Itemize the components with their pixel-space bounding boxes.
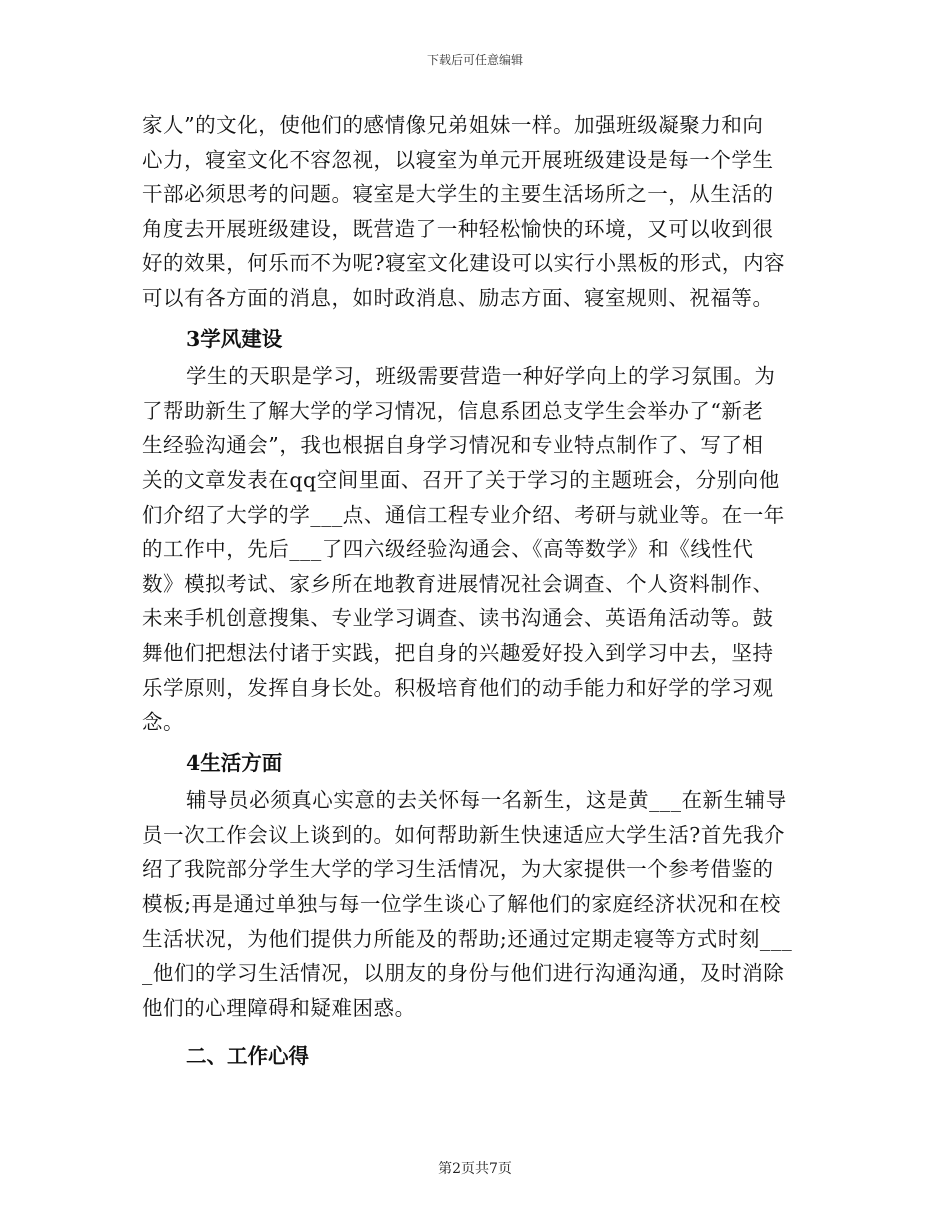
text-line: 他们的心理障碍和疑难困惑。 <box>142 995 416 1020</box>
text-line: 心力，寝室文化不容忽视，以寝室为单元开展班级建设是每一个学生 <box>142 147 774 172</box>
text-line: 舞他们把想法付诸于实践，把自身的兴趣爱好投入到学习中去，坚持 <box>142 640 774 665</box>
text-line: 干部必须思考的问题。寝室是大学生的主要生活场所之一，从生活的 <box>142 182 774 207</box>
text-line: 角度去开展班级建设，既营造了一种轻松愉快的环境，又可以收到很 <box>142 216 774 241</box>
text-line: 可以有各方面的消息，如时政消息、励志方面、寝室规则、祝福等。 <box>142 285 774 310</box>
text-line: 未来手机创意搜集、专业学习调查、读书沟通会、英语角活动等。鼓 <box>142 606 774 631</box>
section-heading-life: 4生活方面 <box>186 750 283 775</box>
text-line: 学生的天职是学习，班级需要营造一种好学向上的学习氛围。为 <box>186 364 776 389</box>
document-body <box>142 108 802 1077</box>
text-line: 生经验沟通会”，我也根据自身学习情况和专业特点制作了、写了相 <box>142 433 764 458</box>
text-line: 员一次工作会议上谈到的。如何帮助新生快速适应大学生活?首先我介 <box>142 822 786 847</box>
text-line: 关的文章发表在qq空间里面、召开了关于学习的主题班会，分别向他 <box>142 467 780 492</box>
section-heading-study-style: 3学风建设 <box>186 326 283 351</box>
text-line: 了帮助新生了解大学的学习情况，信息系团总支学生会举办了“新老 <box>142 398 764 423</box>
text-line: 好的效果，何乐而不为呢?寝室文化建设可以实行小黑板的形式，内容 <box>142 251 786 276</box>
page-header: 下载后可任意编辑 <box>426 53 523 67</box>
section-heading-work-experience: 二、工作心得 <box>186 1044 309 1069</box>
text-line: 乐学原则，发挥自身长处。积极培育他们的动手能力和好学的学习观 <box>142 675 774 700</box>
text-line: 数》模拟考试、家乡所在地教育进展情况社会调查、个人资料制作、 <box>142 571 774 596</box>
text-line: 绍了我院部分学生大学的学习生活情况，为大家提供一个参考借鉴的 <box>142 857 774 882</box>
text-line: 念。 <box>142 710 185 735</box>
paragraph-dormitory-culture <box>142 108 802 316</box>
text-line: 辅导员必须真心实意的去关怀每一名新生，这是黄___在新生辅导 <box>186 788 787 813</box>
text-line: _他们的学习生活情况，以朋友的身份与他们进行沟通沟通，及时消除 <box>142 961 785 986</box>
text-line: 的工作中，先后___了四六级经验沟通会、《高等数学》和《线性代 <box>142 537 754 562</box>
paragraph-life <box>142 783 802 1025</box>
text-line: 模板;再是通过单独与每一位学生谈心了解他们的家庭经济状况和在校 <box>142 892 781 917</box>
paragraph-study-style <box>142 359 802 740</box>
text-line: 家人”的文化，使他们的感情像兄弟姐妹一样。加强班级凝聚力和向 <box>142 113 764 137</box>
text-line: 们介绍了大学的学___点、通信工程专业介绍、考研与就业等。在一年 <box>142 502 785 527</box>
page-number: 第2页共7页 <box>438 1161 512 1177</box>
text-line: 生活状况，为他们提供力所能及的帮助;还通过定期走寝等方式时刻___ <box>142 926 793 951</box>
